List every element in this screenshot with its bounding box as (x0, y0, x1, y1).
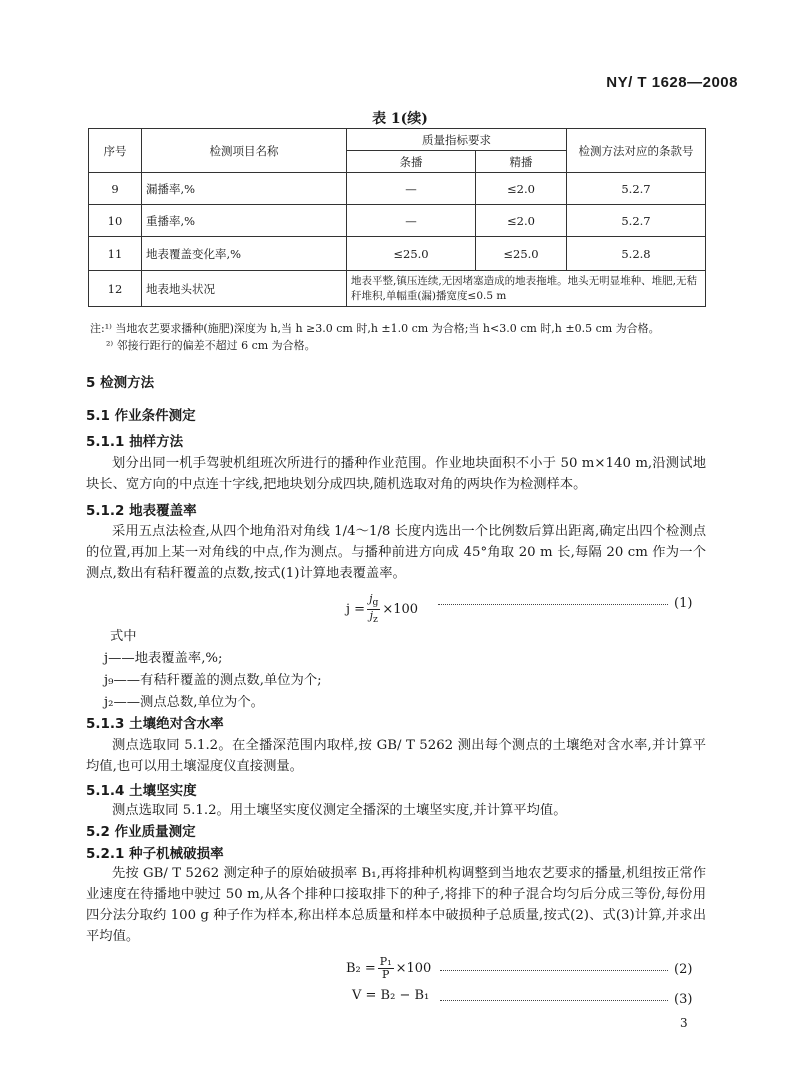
section-5-1-2-heading: 5.1.2 地表覆盖率 (86, 503, 197, 519)
eq1-den-sub: z (373, 614, 378, 626)
equation-3: V = B₂ − B₁ (352, 988, 430, 1003)
table-row (89, 271, 706, 307)
section-5-1-heading: 5.1 作业条件测定 (86, 408, 196, 424)
table-notes (90, 320, 704, 354)
table-row (89, 173, 706, 205)
para-5-1-4: 测点选取同 5.1.2。用土壤坚实度仪测定全播深的土壤坚实度,并计算平均值。 (112, 803, 567, 818)
para-5-1-3: 测点选取同 5.1.2。在全播深范围内取样,按 GB/ T 5262 测出每个测点的土壤绝对含水率,并计算平均值,也可以用土壤湿度仪直接测量。 (86, 738, 706, 774)
quality-table (88, 128, 706, 307)
cell-item: 重播率,% (142, 205, 347, 237)
eq3-number: (3) (674, 992, 693, 1007)
section-5-heading: 5 检测方法 (86, 375, 155, 391)
cell-strip: ≤25.0 (347, 237, 476, 271)
cell-method: 5.2.7 (567, 205, 706, 237)
eq1-tail: ×100 (382, 602, 419, 618)
def-3: j₂——测点总数,单位为个。 (104, 695, 264, 710)
eq2-fraction (378, 956, 394, 981)
section-5-1-4-heading: 5.1.4 土壤坚实度 (86, 783, 197, 799)
eq2-number: (2) (674, 962, 693, 977)
cell-precision: ≤2.0 (476, 173, 567, 205)
cell-no: 12 (89, 271, 142, 307)
eq1-leader (438, 604, 668, 605)
table-row (89, 205, 706, 237)
section-5-1-1-heading: 5.1.1 抽样方法 (86, 434, 184, 450)
def-1: j——地表覆盖率,%; (104, 651, 223, 666)
eq2-leader (440, 970, 668, 971)
section-5-2-1-heading: 5.2.1 种子机械破损率 (86, 846, 224, 862)
para-5-2-1: 先按 GB/ T 5262 测定种子的原始破损率 B₁,再将排种机构调整到当地农艺要求的播量,机组按正常作业速度在待播地中驶过 50 m,从各个排种口接取排下的种子,将排下的种子混合均匀后分成三等份,每份用四分法分取约 100 g 种子作为样本,称出样本总质量和样本中破损种子总质量,按式(2)、式(3)计算,并求出平均值。 (86, 866, 706, 944)
th-req: 质量指标要求 (347, 129, 567, 151)
cell-method: 5.2.8 (567, 237, 706, 271)
cell-strip: — (347, 205, 476, 237)
cell-method: 5.2.7 (567, 173, 706, 205)
eq2-num: P₁ (379, 955, 392, 968)
cell-strip: — (347, 173, 476, 205)
th-item: 检测项目名称 (142, 129, 347, 173)
def-2: j₉——有秸秆覆盖的测点数,单位为个; (104, 673, 322, 688)
where-label: 式中 (110, 629, 137, 644)
cell-item: 漏播率,% (142, 173, 347, 205)
eq2-den: P (382, 968, 390, 981)
para-5-1-2: 采用五点法检查,从四个地角沿对角线 1/4～1/8 长度内选出一个比例数后算出距离,确定出四个检测点的位置,再加上某一对角线的中点,作为测点。与播种前进方向成 45°角取 20 m 长,每隔 20 cm 作为一个测点,数出有秸秆覆盖的点数,按式(1)计算地表覆盖率。 (86, 524, 706, 581)
eq2-tail: ×100 (395, 961, 432, 976)
cell-precision: ≤25.0 (476, 237, 567, 271)
table-caption: 表 1(续) (372, 111, 428, 127)
section-5-2-heading: 5.2 作业质量测定 (86, 824, 196, 840)
cell-no: 10 (89, 205, 142, 237)
cell-no: 9 (89, 173, 142, 205)
th-strip: 条播 (347, 151, 476, 173)
th-precision: 精播 (476, 151, 567, 173)
page-number: 3 (680, 1016, 688, 1030)
cell-no: 11 (89, 237, 142, 271)
note-2: ²⁾ 邻接行距行的偏差不超过 6 cm 为合格。 (106, 339, 316, 352)
eq3-leader (440, 1000, 668, 1001)
standard-number: NY/ T 1628—2008 (606, 74, 738, 91)
cell-precision: ≤2.0 (476, 205, 567, 237)
eq1-fraction (367, 593, 380, 626)
th-method: 检测方法对应的条款号 (567, 129, 706, 173)
eq1-num-sub: g (372, 597, 379, 609)
section-5-1-3-heading: 5.1.3 土壤绝对含水率 (86, 716, 224, 732)
eq2-lhs: B₂ = (346, 961, 376, 976)
cell-merged: 地表平整,镇压连续,无因堵塞造成的地表拖堆。地头无明显堆种、堆肥,无秸秆堆积,单幅重(漏)播宽度≤0.5 m (347, 271, 706, 307)
th-no: 序号 (89, 129, 142, 173)
eq1-den: j (369, 609, 373, 623)
note-1: 注:¹⁾ 当地农艺要求播种(施肥)深度为 h,当 h ≥3.0 cm 时,h ±1.0 cm 为合格;当 h<3.0 cm 时,h ±0.5 cm 为合格。 (90, 322, 660, 335)
eq1-num: j (369, 592, 373, 605)
eq1-lhs: j = (346, 602, 366, 618)
para-5-1-1: 划分出同一机手驾驶机组班次所进行的播种作业范围。作业地块面积不小于 50 m×140 m,沿测试地块长、宽方向的中点连十字线,把地块划分成四块,随机选取对角的两块作为检测样本。 (86, 456, 706, 492)
equation-2 (346, 956, 431, 981)
cell-item: 地表覆盖变化率,% (142, 237, 347, 271)
cell-item: 地表地头状况 (142, 271, 347, 307)
table-row (89, 237, 706, 271)
equation-1 (346, 593, 418, 626)
eq1-number: (1) (674, 596, 693, 611)
